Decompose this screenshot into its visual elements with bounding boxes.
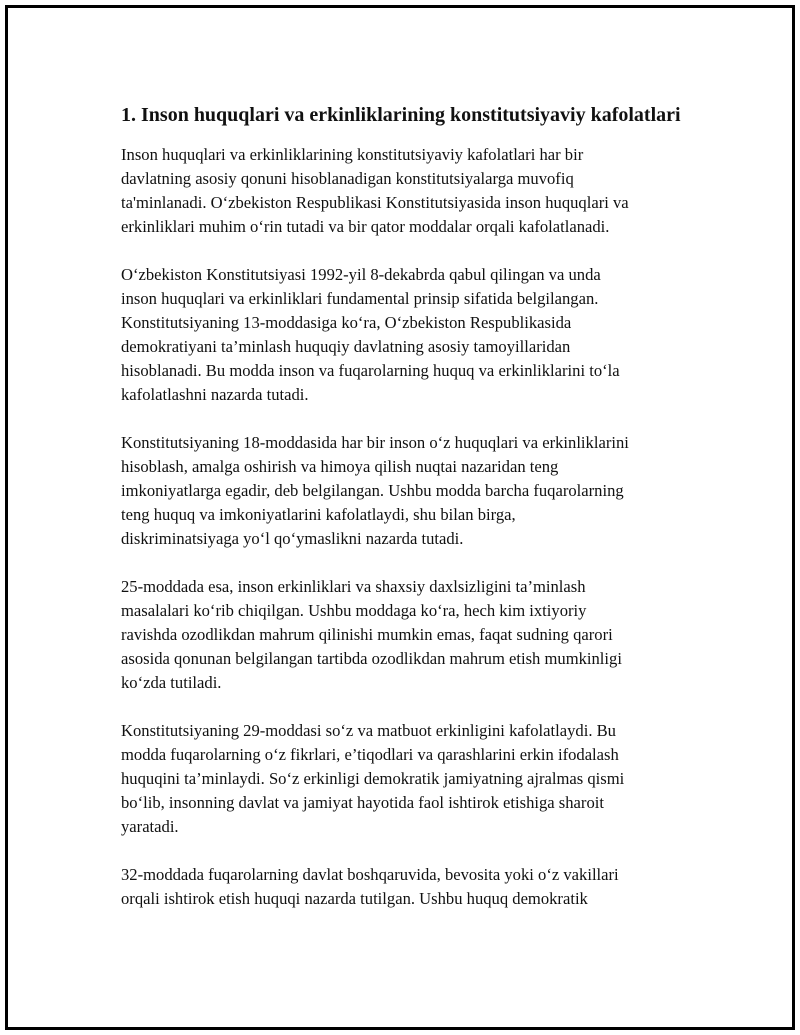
paragraph-article-32: 32-moddada fuqarolarning davlat boshqaruvida, bevosita yoki o‘z vakillari orqali ishtirok etish huquqi nazarda tutilgan. Ushbu huquq demokratik [121, 865, 619, 908]
paragraph-article-18: Konstitutsiyaning 18-moddasida har bir inson o‘z huquqlari va erkinliklarini hisoblash, amalga oshirish va himoya qilish nuqtai nazaridan teng imkoniyatlarga egadir, deb belgilangan. Ushbu modda barcha fuqarolarning teng huquq va imkoniyatlarini kafolatlaydi, shu bilan birga, diskriminatsiyaga yo‘l qo‘ymaslikni nazarda tutadi. [121, 433, 629, 548]
document-body [121, 101, 691, 935]
paragraph-article-13: O‘zbekiston Konstitutsiyasi 1992-yil 8-dekabrda qabul qilingan va unda inson huquqlari va erkinliklari fundamental prinsip sifatida belgilangan. Konstitutsiyaning 13-moddasiga ko‘ra, O‘zbekiston Respublikasida demokratiyani ta’minlash huquqiy davlatning asosiy tamoyillaridan hisoblanadi. Bu modda inson va fuqarolarning huquq va erkinliklarini to‘la kafolatlashni nazarda tutadi. [121, 265, 620, 404]
page-frame [5, 5, 795, 1030]
paragraph-article-29: Konstitutsiyaning 29-moddasi so‘z va matbuot erkinligini kafolatlaydi. Bu modda fuqarolarning o‘z fikrlari, e’tiqodlari va qarashlarini erkin ifodalash huquqini ta’minlaydi. So‘z erkinligi demokratik jamiyatning ajralmas qismi bo‘lib, insonning davlat va jamiyat hayotida faol ishtirok etishiga sharoit yaratadi. [121, 721, 625, 836]
document-title: 1. Inson huquqlari va erkinliklarining konstitutsiyaviy kafolatlari [121, 104, 681, 126]
paragraph-intro: Inson huquqlari va erkinliklarining konstitutsiyaviy kafolatlari har bir davlatning asosiy qonuni hisoblanadigan konstitutsiyalarga muvofiq ta'minlanadi. O‘zbekiston Respublikasi Konstitutsiyasida inson huquqlari va erkinliklari muhim o‘rin tutadi va bir qator moddalar orqali kafolatlanadi. [121, 145, 629, 236]
paragraph-article-25: 25-moddada esa, inson erkinliklari va shaxsiy daxlsizligini ta’minlash masalalari ko‘rib chiqilgan. Ushbu moddaga ko‘ra, hech kim ixtiyoriy ravishda ozodlikdan mahrum qilinishi mumkin emas, faqat sudning qarori asosida qonunan belgilangan tartibda ozodlikdan mahrum etish mumkinligi ko‘zda tutiladi. [121, 577, 622, 692]
